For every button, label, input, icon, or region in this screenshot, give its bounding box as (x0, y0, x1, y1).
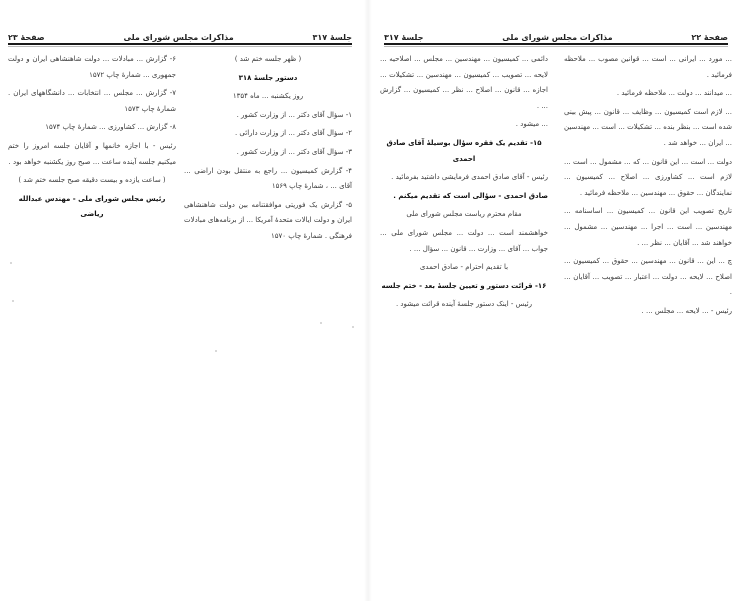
header-rule-thin (384, 46, 728, 47)
letter-salutation: مقام محترم ریاست مجلس شورای ملی (406, 210, 522, 219)
agenda-heading: دستور جلسهٔ ۳۱۸ (238, 73, 298, 82)
paragraph: ( ظهر جلسه ختم شد ) (234, 55, 302, 63)
closing-note: ( ساعت یازده و بیست دقیقه صبح جلسه ختم شد ) (18, 176, 166, 185)
paragraph: دائمی ... کمیسیون ... مهندسین ... مجلس ... اصلاحیه ... لایحه ... تصویب ... کمیسیون ... مهندسین ... تشکیلات ... اجازه ... قانون ... اصلاح ... نظر ... کمیسیون ... گزارش ... . (380, 55, 548, 110)
header-rule (8, 43, 352, 45)
paragraph: رئیس - با اجازه خانمها و آقایان جلسه امروز را ختم میکنیم جلسه آینده ساعت ... صبح روز یکشنبه خواهد بود . (8, 141, 176, 166)
paragraph: ... میشود . (515, 120, 548, 129)
book-gutter (364, 0, 372, 601)
text-column-left (380, 52, 548, 316)
agenda-item: ۱- سؤال آقای دکتر ... از وزارت کشور . (236, 110, 352, 119)
text-column-right (564, 52, 732, 323)
paragraph: رئیس - ... لایحه ... مجلس ... . (641, 306, 732, 315)
publication-title: مذاکرات مجلس شورای ملی (502, 33, 613, 42)
agenda-item: ۵- گزارش یک فوریتی موافقتنامه بین دولت شاهنشاهی ایران و دولت ایالات متحدهٔ آمریکا ... از برنامه‌های مبادلات فرهنگی . شمارهٔ چاپ ۱۵۷۰ (184, 200, 352, 240)
paragraph: رئیس - اینک دستور جلسهٔ آینده قرائت میشود . (395, 300, 533, 309)
paragraph: ... لازم است کمیسیون ... وظایف ... قانون ... پیش بینی شده است ... بنظر بنده ... تشکیلات ... است ... مهندسین ... ایران ... خواهد شد . (564, 107, 732, 147)
scan-speck (352, 326, 354, 328)
agenda-date: روز یکشنبه ... ماه ۱۳۵۴ (232, 92, 304, 101)
scan-speck (320, 322, 322, 324)
agenda-item: ۸- گزارش ... کشاورزی ... شمارهٔ چاپ ۱۵۷۴ (45, 123, 176, 132)
publication-title: مذاکرات مجلس شورای ملی (123, 33, 234, 42)
paragraph: ... میدانند ... دولت ... ملاحظه فرمائید . (616, 89, 732, 98)
paragraph: ... مورد ... ایرانی ... است ... قوانین مصوب ... ملاحظه فرمائید . (564, 55, 732, 79)
agenda-item: ۳- سؤال آقای دکتر ... از وزارت کشور . (236, 147, 352, 156)
scan-speck (12, 300, 14, 302)
agenda-item: ۷- گزارش ... مجلس ... انتخابات ... دانشگاههای ایران . شمارهٔ چاپ ۱۵۷۳ (8, 89, 176, 113)
scan-speck (215, 350, 217, 352)
header-rule (384, 43, 728, 45)
letter-body: خواهشمند است ... دولت ... مجلس شورای ملی ... جواب ... آقای ... وزارت ... قانون ... سؤال ... . (380, 228, 548, 253)
right-page (376, 0, 736, 601)
section-heading: ۱۶- قرائت دستور و تعیین جلسهٔ بعد - ختم جلسه (381, 281, 547, 290)
page-header (384, 30, 728, 42)
letter-signature: با تقدیم احترام - صادق احمدی (419, 263, 509, 272)
left-page (0, 0, 360, 601)
page-header (8, 30, 352, 42)
speaker-line: صادق احمدی - سؤالی است که تقدیم میکنم . (393, 191, 548, 200)
header-rule-thin (8, 46, 352, 47)
agenda-item: ۲- سؤال آقای دکتر ... از وزارت دارائی . (234, 129, 352, 138)
paragraph: چ ... این ... قانون ... مهندسین ... حقوق ... کمیسیون ... اصلاح ... لایحه ... دولت ... اعتبار ... تصویب ... آقایان ... . (564, 257, 732, 297)
paragraph: دولت ... است ... این قانون ... که ... مشمول ... است ... لازم است ... کشاورزی ... اصلاح ... کمیسیون ... نمایندگان ... حقوق ... مهندسین ... ملاحظه فرمائید . (564, 157, 732, 197)
session-number: جلسهٔ ۳۱۷ (312, 33, 352, 42)
section-heading: ۱۵- تقدیم یک فقره سؤال بوسیلهٔ آقای صادق احمدی (386, 138, 542, 163)
session-number: جلسهٔ ۳۱۷ (384, 33, 424, 42)
paragraph: رئیس - آقای صادق احمدی فرمایشی داشتید بفرمائید . (391, 173, 548, 182)
signature: رئیس مجلس شورای ملی - مهندس عبدالله ریاضی (18, 194, 166, 219)
agenda-item: ۴- گزارش کمیسیون ... راجع به منتقل بودن اراضی ... آقای ... ، شمارهٔ چاپ ۱۵۶۹ (184, 166, 352, 191)
agenda-item: ۶- گزارش ... مبادلات ... دولت شاهنشاهی ایران و دولت جمهوری ... شمارهٔ چاپ ۱۵۷۲ (8, 55, 176, 79)
paragraph: تاریخ تصویب این قانون ... کمیسیون ... اساسنامه ... مهندسین ... است ... اجرا ... مهندسین ... مشمول ... خواهند شد ... آقایان ... نظر ... . (564, 207, 732, 247)
text-column-left (8, 52, 176, 226)
page-number: صفحهٔ ۲۳ (8, 33, 45, 42)
page-number: صفحهٔ ۲۲ (691, 33, 728, 42)
text-column-right (184, 52, 352, 248)
scan-speck (10, 262, 12, 264)
